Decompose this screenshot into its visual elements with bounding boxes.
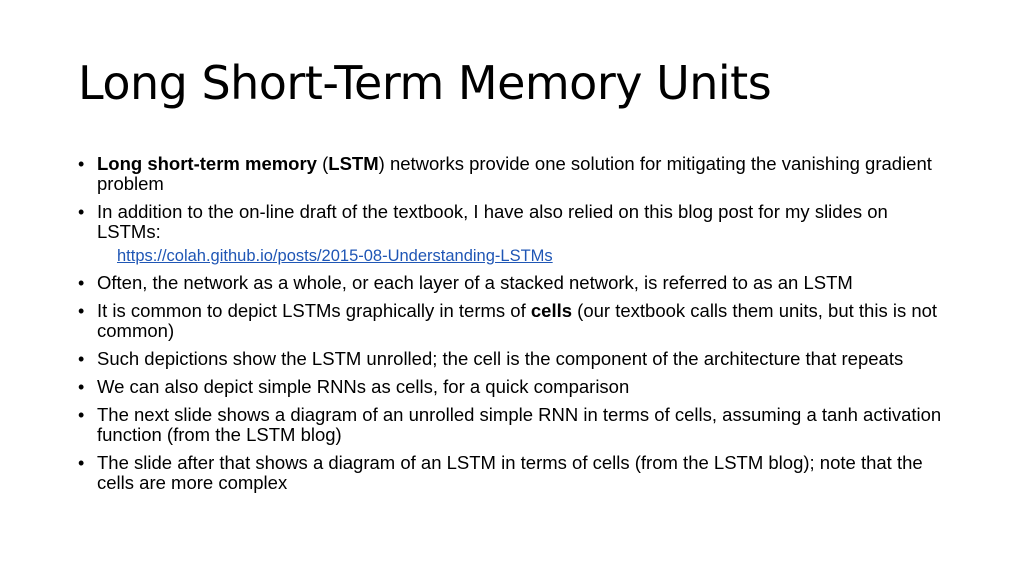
bullet-list [78, 154, 948, 501]
bullet-text: Such depictions show the LSTM unrolled; the cell is the component of the architecture that repeats [97, 348, 904, 369]
bold-term: LSTM [328, 153, 379, 174]
slide-title: Long Short-Term Memory Units [78, 56, 772, 110]
bullet-text: (our textbook calls them units, but this is not common) [97, 300, 938, 341]
bullet-item-rnn-cells [78, 377, 948, 397]
bullet-item-lstm-definition [78, 154, 948, 194]
blog-link[interactable]: https://colah.github.io/posts/2015-08-Understanding-LSTMs [117, 247, 553, 265]
bullet-item-slide-after [78, 453, 948, 493]
bullet-text: In addition to the on-line draft of the textbook, I have also relied on this blog post for my slides on LSTMs: [97, 201, 888, 242]
bullet-text: ) networks provide one solution for mitigating the vanishing gradient problem [97, 153, 932, 194]
bullet-item-sources [78, 202, 948, 242]
bullet-item-network-naming [78, 273, 948, 293]
bullet-text: It is common to depict LSTMs graphically in terms of [97, 300, 531, 321]
bullet-text: The next slide shows a diagram of an unrolled simple RNN in terms of cells, assuming a tanh activation function (from the LSTM blog) [97, 404, 942, 445]
bold-term: cells [530, 300, 573, 321]
bullet-item-unrolled [78, 349, 948, 369]
bold-term: Long short-term memory [97, 153, 317, 174]
bullet-text: Often, the network as a whole, or each layer of a stacked network, is referred to as an LSTM [97, 272, 853, 293]
bullet-item-next-slide [78, 405, 948, 445]
bullet-text: ( [316, 153, 329, 174]
bullet-text: The slide after that shows a diagram of an LSTM in terms of cells (from the LSTM blog); note that the cells are more complex [97, 452, 923, 493]
bullet-text: We can also depict simple RNNs as cells, for a quick comparison [97, 376, 630, 397]
sub-item-blog-link [78, 245, 948, 266]
bullet-item-cells [78, 301, 948, 341]
